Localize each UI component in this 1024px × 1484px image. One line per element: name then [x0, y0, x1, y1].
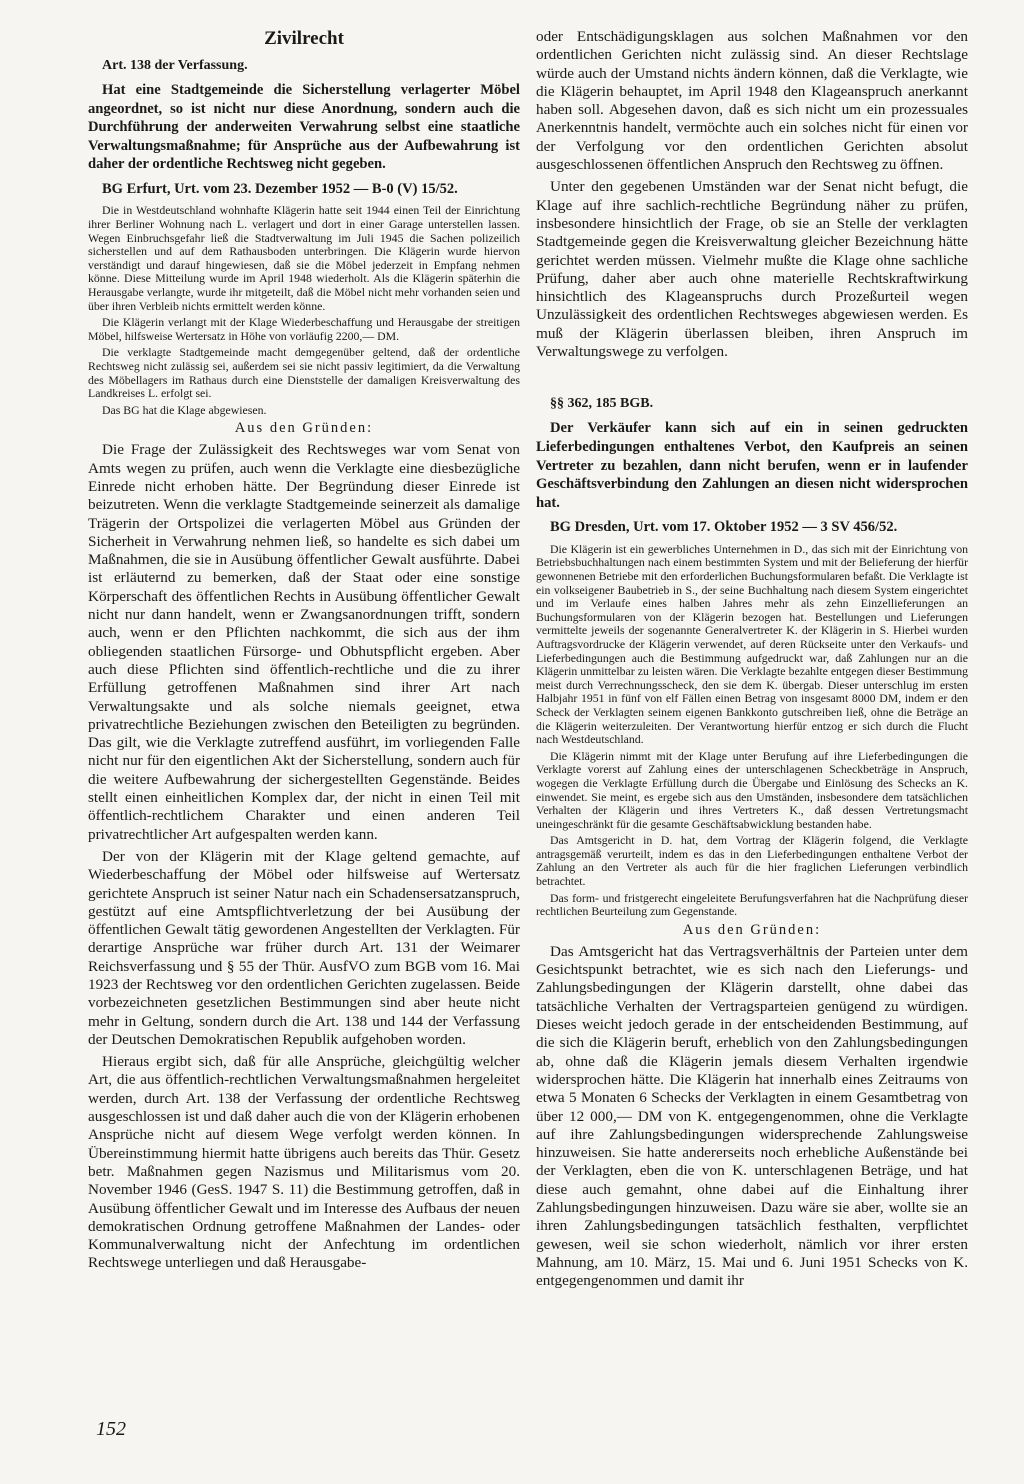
body-paragraph: Die Frage der Zulässigkeit des Rechtsweges war vom Senat von Amts wegen zu prüfen, auch wenn die Verklagte eine diesbezügliche Einrede nicht erhoben hätte. Der Begründung dieser Einrede ist beizutreten. Wenn die verklagte Stadtgemeinde seinerzeit als damalige Trägerin der Ortspolizei die verlagerten Möbel aus Gründen der Sicherheit in Verwahrung nehmen ließ, so handelte es sich dabei um Maßnahmen, die sie in Ausübung öffentlicher Gewalt ausführte. Dabei ist erläuternd zu bemerken, daß der Staat oder eine sonstige Körperschaft des öffentlichen Rechts in Ausübung öffentlicher Gewalt nicht nur dann handelt, wenn er Zwangsanordnungen trifft, sondern auch, wenn er den Pflichten nachkommt, die sich aus der ihm obliegenden staatlichen Fürsorge- und Obhutspflicht ergeben. Aber auch diese Pflichten sind öffentlich-rechtliche und die zu ihrer Erfüllung getroffenen Maßnahmen sind ihrer Art nach Verwaltungsakte und als solche niemals geeignet, etwa privatrechtliche Beziehungen zwischen den Beteiligten zu begründen. Das gilt, wie die Verklagte zutreffend ausführt, im vorliegenden Falle nicht nur für den eigentlichen Akt der Sicherstellung, sondern auch für die weitere Aufbewahrung der sichergestellten Gegenstände. Beides stellt einen einheitlichen Komplex dar, der nicht in einen Teil mit öffentlich-rechtlichem Charakter und einen anderen Teil privatrechtlicher Art aufgespalten werden kann.	[88, 441, 520, 843]
facts-paragraph: Die Klägerin ist ein gewerbliches Unternehmen in D., das sich mit der Einrichtung von Betriebsbuchhaltungen nach einem bestimmten System und mit der Belieferung der hierfür gewonnenen Betriebe mit den erforderlichen Buchungsformularen befaßt. Die Verklagte ist ein volkseigener Baubetrieb in S., der seine Buchhaltung nach diesem System eingerichtet und im Verlaufe eines halben Jahres mehr als zehn Einzellieferungen an Buchungsformularen von der Klägerin bezogen hat. Bestellungen und Lieferungen vermittelte jeweils der sogenannte Generalvertreter K. der Klägerin in S. Hierbei wurden Auftragsvordrucke der Klägerin verwendet, auf deren Rückseite unter den Verkaufs- und Lieferbedingungen auch die Bestimmung aufgedruckt war, daß Zahlungen nur an die Klägerin unmittelbar zu leisten wären. Die Verklagte bezahlte entgegen dieser Bestimmung meist durch Verrechnungsscheck, den sie dem K. übergab. Dieser unterschlug im ersten Halbjahr 1951 in fünf von elf Fällen einen Betrag von insgesamt 8000 DM, indem er den Scheck der Verklagten seinem eigenen Bankkonto gutschreiben ließ, ohne die Beträge an die Klägerin weiterzuleiten. Der Verantwortung hierfür entzog er sich durch die Flucht nach Westdeutschland.	[536, 541, 968, 747]
section-title: Zivilrecht	[264, 28, 344, 49]
court-citation: BG Erfurt, Urt. vom 23. Dezember 1952 — B-0 (V) 15/52.	[102, 180, 458, 197]
body-paragraph: Der von der Klägerin mit der Klage geltend gemachte, auf Wiederbeschaffung der Möbel oder hilfsweise auf Wertersatz gerichtete Anspruch ist seiner Natur nach ein Schadensersatzanspruch, gestützt auf eine Amtspflichtverletzung der bei Ausübung der öffentlichen Gewalt tätig gewordenen Angestellten der Verklagten. Für derartige Ansprüche war früher durch Art. 131 der Weimarer Reichsverfassung und § 55 der Thür. AusfVO zum BGB vom 16. Mai 1923 der Rechtsweg vor den ordentlichen Gerichten zugelassen. Beide vorbezeichneten gesetzlichen Bestimmungen sind aber heute nicht mehr in Geltung, sondern durch die Art. 138 und 144 der Verfassung der Deutschen Demokratischen Republik aufgehoben worden.	[88, 847, 520, 1048]
section-gap	[536, 365, 968, 395]
law-reference: §§ 362, 185 BGB.	[550, 396, 654, 412]
law-reference: Art. 138 der Verfassung.	[102, 58, 248, 73]
facts-paragraph: Das form- und fristgerecht eingeleitete Berufungsverfahren hat die Nachprüfung dieser rechtlichen Beurteilung zum Gegenstande.	[536, 890, 968, 919]
body-paragraph: Unter den gegebenen Umständen war der Senat nicht befugt, die Klage auf ihre sachlich-rechtliche Begründung näher zu prüfen, insbesondere hinsichtlich der Frage, ob sie an Stelle der verklagten Stadtgemeinde gegen die Kreisverwaltung gleicher Bezeichnung hätte gerichtet werden müssen. Vielmehr mußte die Klage ohne sachliche Prüfung, daher aber auch ohne materielle Rechtskraftwirkung hinsichtlich des Klageanspruchs durch Prozeßurteil wegen Unzulässigkeit des ordentlichen Rechtsweges abgewiesen werden. Es muß der Klägerin überlassen bleiben, ihren Anspruch im Verwaltungswege zu verfolgen.	[536, 178, 968, 361]
page-number: 152	[96, 1418, 126, 1440]
facts-paragraph: Die Klägerin nimmt mit der Klage unter Berufung auf ihre Lieferbedingungen die Verklagte vorerst auf Zahlung eines der unterschlagenen Scheckbeträge in Anspruch, wogegen die Verklagte Erfüllung durch die Übergabe und Einlösung des Schecks an K. einwendet. Sie meint, es ergebe sich aus den Umständen, insbesondere dem tatsächlichen Verhalten der Klägerin und ihres Vertreters K., daß dessen Vertretungsmacht uneingeschränkt für die gesamte Geschäftsabwicklung bestanden habe.	[536, 748, 968, 831]
headnote: Der Verkäufer kann sich auf ein in seinen gedruckten Lieferbedingungen enthaltenes Verbot, den Kaufpreis an seinen Vertreter zu bezahlen, dann nicht berufen, wenn er in laufender Geschäftsverbindung den Zahlungen an diesen nicht widersprochen hat.	[536, 420, 968, 511]
facts-paragraph: Die Klägerin verlangt mit der Klage Wiederbeschaffung und Herausgabe der streitigen Möbel, hilfsweise Wertersatz in Höhe von vorläufig 2200,— DM.	[88, 315, 520, 343]
facts-paragraph: Das Amtsgericht in D. hat, dem Vortrag der Klägerin folgend, die Verklagte antragsgemäß verurteilt, indem es das in den Lieferbedingungen enthaltene Verbot der Zahlung an den Vertreter als auch für die hier fraglichen Lieferungen verbindlich betrachtet.	[536, 833, 968, 889]
court-citation: BG Dresden, Urt. vom 17. Oktober 1952 — 3 SV 456/52.	[550, 519, 898, 536]
facts-paragraph: Die verklagte Stadtgemeinde macht demgegenüber geltend, daß der ordentliche Rechtsweg nicht zulässig sei, außerdem sei sie nicht passiv legitimiert, da die Verwaltung des Möbellagers im Rathaus durch eine Dienststelle der damaligen Kreisverwaltung des Landkreises L. erfolgt sei.	[88, 345, 520, 401]
body-paragraph: oder Entschädigungsklagen aus solchen Maßnahmen vor den ordentlichen Gerichten nicht zulässig sind. An dieser Rechtslage würde auch der Umstand nichts ändern können, daß die Verklagte, wie die Klägerin behauptet, im April 1948 den Klageanspruch anerkannt haben soll. Abgesehen davon, daß es sich nicht um ein prozessuales Anerkenntnis handelt, vermöchte auch ein solches nicht für einen vor der Verfolgung vor den ordentlichen Gerichten absolut ausgeschlossenen öffentlichen Anspruch den Rechtsweg zu öffnen.	[536, 28, 968, 174]
facts-paragraph: Die in Westdeutschland wohnhafte Klägerin hatte seit 1944 einen Teil der Einrichtung ihrer Berliner Wohnung nach L. verlagert und dort in einer Garage unterstellen lassen. Wegen Einbruchsgefahr ließ die Stadtverwaltung im Juli 1945 die Sachen polizeilich sicherstellen und auf dem Rathausboden unterbringen. Die Klägerin wurde hiervon verständigt und darauf hingewiesen, daß sie die Möbel jederzeit in Empfang nehmen könne. Diese Mitteilung wurde im April 1948 wiederholt. Als die Klägerin späterhin die Herausgabe verlangte, wurde ihr mitgeteilt, daß die Möbel nicht mehr vorhanden seien und über ihren Verbleib nichts ermittelt werden könne.	[88, 203, 520, 313]
body-paragraph: Hieraus ergibt sich, daß für alle Ansprüche, gleichgültig welcher Art, die aus öffentlich-rechtlichen Verwaltungsmaßnahmen hergeleitet werden, durch Art. 138 der Verfassung der ordentliche Rechtsweg ausgeschlossen ist und daß daher auch die von der Klägerin erhobenen Ansprüche nicht auf diesem Wege verfolgt werden können. In Übereinstimmung hiermit hatte übrigens auch bereits das Thür. Gesetz betr. Maßnahmen gegen Nazismus und Militarismus vom 20. November 1946 (GesS. 1947 S. 11) die Bestimmung getroffen, daß in Ausübung öffentlicher Gewalt und im Interesse des Aufbaus der neuen demokratischen Ordnung getroffene Maßnahmen der Landes- oder Kommunalverwaltung nicht der Anfechtung im ordentlichen Rechtswege unterliegen und daß Herausgabe-	[88, 1053, 520, 1272]
left-column	[88, 28, 520, 1277]
reasons-heading: Aus den Gründen:	[234, 420, 374, 437]
facts-paragraph: Das BG hat die Klage abgewiesen.	[102, 402, 267, 417]
right-column	[536, 28, 968, 1294]
reasons-heading: Aus den Gründen:	[682, 921, 822, 938]
headnote: Hat eine Stadtgemeinde die Sicherstellung verlagerter Möbel angeordnet, so ist nicht nur diese Anordnung, sondern auch die Durchführung der anderweiten Verwahrung selbst eine staatliche Verwaltungsmaßnahme; für Ansprüche aus der Aufbewahrung ist daher der ordentliche Rechtsweg nicht gegeben.	[88, 82, 520, 173]
body-paragraph: Das Amtsgericht hat das Vertragsverhältnis der Parteien unter dem Gesichtspunkt betrachtet, wie es sich nach den Lieferungs- und Zahlungsbedingungen der Klägerin darstellt, ohne dabei das tatsächliche Verhalten der Vertragsparteien genügend zu würdigen. Dieses weicht jedoch gerade in der entscheidenden Bestimmung, auf die sich die Klägerin beruft, erheblich von den Zahlungsbedingungen ab, ohne daß die Klägerin jemals diesem Verhalten irgendwie widersprochen hätte. Die Klägerin hat innerhalb eines Zeitraums von etwa 5 Monaten 6 Schecks der Verklagten in einem Gesamtbetrag von über 12 000,— DM von K. entgegengenommen, ohne die Verklagte auf ihre Zahlungsbedingungen widersprechende Zahlungsweise hinzuweisen. Sie hatte andererseits noch erhebliche Außenstände bei der Verklagten, eben die von K. unterschlagenen Beträge, und hat diese auch gemahnt, ohne dabei auf die Einhaltung ihrer Zahlungsbedingungen hinzuweisen. Dazu wäre sie aber, wollte sie an ihren Zahlungsbedingungen tatsächlich festhalten, verpflichtet gewesen, weil sie schon wiederholt, nämlich vor ihrer ersten Mahnung, am 10. März, 15. Mai und 6. Juni 1951 Schecks von K. entgegengenommen und damit ihr	[536, 942, 968, 1290]
